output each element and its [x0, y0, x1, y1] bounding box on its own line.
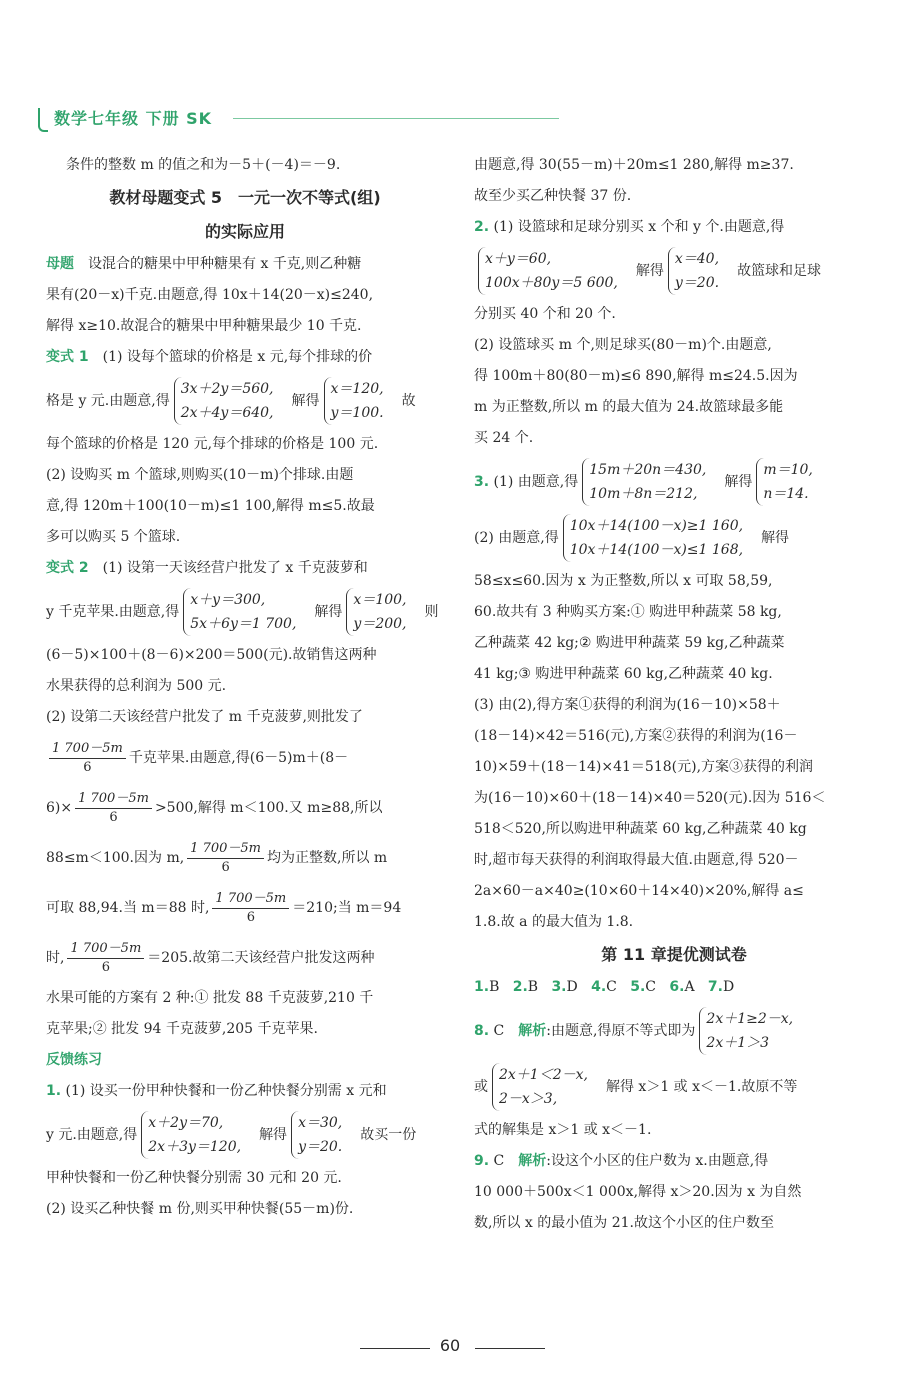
mother-problem-label: 母题	[46, 256, 74, 272]
text-line: 每个篮球的价格是 120 元,每个排球的价格是 100 元.	[46, 436, 379, 452]
variant-2-label: 变式 2	[46, 560, 89, 576]
answer-number: 2.	[512, 979, 528, 995]
fraction: $\frac{1 700-5m}{6}$	[187, 840, 264, 877]
fraction-line: 时, $\frac{1 700-5m}{6}$ ＝205.故第二天该经营户批发这两种	[46, 940, 375, 975]
text-line: 乙种蔬菜 42 kg;② 购进甲种蔬菜 59 kg,乙种蔬菜	[474, 635, 785, 651]
answer-number: 6.	[669, 979, 685, 995]
text-line: 意,得 120m＋100(10－m)≤1 100,解得 m≤5.故最	[46, 498, 375, 514]
text-line: 条件的整数 m 的值之和为－5＋(－4)＝－9.	[66, 157, 341, 173]
answer-value: D	[566, 979, 578, 995]
text-line: 水果获得的总利润为 500 元.	[46, 678, 227, 694]
fraction: $\frac{1 700-5m}{6}$	[75, 790, 152, 827]
question-3-line: 3. (1) 由题意,得15m＋20n＝430, 10m＋8n＝212, 解得m＝10, n＝14.	[474, 454, 874, 510]
solution-system: x＝40, y＝20.	[668, 247, 719, 295]
text-line: 10)×59＋(18－14)×41＝518(元),方案③获得的利润	[474, 759, 814, 775]
section-title-cont: 的实际应用	[204, 222, 285, 241]
page-number-rule-right	[475, 1348, 545, 1349]
fraction: $\frac{1 700-5m}{6}$	[67, 940, 144, 977]
inequality-line: 或2x＋1＜2－x, 2－x＞3, 解得 x＞1 或 x＜－1.故原不等	[474, 1059, 874, 1115]
text-line: m 为正整数,所以 m 的最大值为 24.故篮球最多能	[474, 399, 784, 415]
answer-value: D	[722, 979, 735, 995]
equation-line: x＋y＝60, 100x＋80y＝5 600, 解得x＝40, y＝20. 故篮球和足球	[474, 243, 874, 299]
equation-system: x＋y＝60, 100x＋80y＝5 600,	[478, 247, 618, 295]
text-line: (3) 由(2),得方案①获得的利润为(16－10)×58＋	[474, 697, 781, 713]
equation-system: x＋y＝300, 5x＋6y＝1 700,	[183, 588, 296, 636]
text-line: (6－5)×100＋(8－6)×200＝500(元).故销售这两种	[46, 647, 377, 663]
variant-2-line: 变式 2 (1) 设第一天该经营户批发了 x 千克菠萝和	[46, 560, 368, 576]
solution-system: x＝120, y＝100.	[324, 377, 384, 425]
right-column	[474, 150, 874, 1239]
text-line: 518＜520,所以购进甲种蔬菜 60 kg,乙种蔬菜 40 kg	[474, 821, 807, 837]
answer-value: B	[527, 979, 539, 995]
equation-system: 15m＋20n＝430, 10m＋8n＝212,	[582, 458, 706, 506]
solution-system: x＝30, y＝20.	[291, 1111, 342, 1159]
text-line: 果有(20－x)千克.由题意,得 10x＋14(20－x)≤240,	[46, 287, 374, 303]
fraction-line: $\frac{1 700-5m}{6}$ 千克苹果.由题意,得(6－5)m＋(8－	[46, 733, 444, 783]
answer-row	[474, 972, 874, 1003]
text-line: 2a×60－a×40≥(10×60＋14×40)×20%,解得 a≤	[474, 883, 804, 899]
question-number: 8.	[474, 1023, 490, 1039]
answer-value: C	[493, 1023, 505, 1039]
question-number: 9.	[474, 1153, 490, 1169]
equation-system: x＋2y＝70, 2x＋3y＝120,	[141, 1111, 241, 1159]
variant-1-line: 变式 1 (1) 设每个篮球的价格是 x 元,每个排球的价	[46, 349, 373, 365]
text-line: 为(16－10)×60＋(18－14)×40＝520(元).因为 516＜	[474, 790, 826, 806]
text-line: (2) 设篮球买 m 个,则足球买(80－m)个.由题意,	[474, 337, 772, 353]
answer-value: B	[489, 979, 500, 995]
analysis-label: 解析	[518, 1153, 547, 1169]
question-2-line: 2. (1) 设篮球和足球分别买 x 个和 y 个.由题意,得	[474, 219, 785, 235]
text-line: 分别买 40 个和 20 个.	[474, 306, 616, 322]
answer-value: A	[684, 979, 695, 995]
page-header	[38, 106, 558, 134]
question-1-line: 1. (1) 设买一份甲种快餐和一份乙种快餐分别需 x 元和	[46, 1083, 387, 1099]
inequality-system: 10x＋14(100－x)≥1 160, 10x＋14(100－x)≤1 168,	[563, 514, 743, 562]
equation-line: 格是 y 元.由题意,得3x＋2y＝560, 2x＋4y＝640, 解得x＝120, y＝100. 故	[46, 373, 444, 429]
text-line: 式的解集是 x＞1 或 x＜－1.	[474, 1122, 652, 1138]
variant-1-label: 变式 1	[46, 349, 89, 365]
left-column	[46, 150, 444, 1225]
answer-number: 1.	[474, 979, 490, 995]
header-title: 数学七年级 下册 SK	[54, 109, 213, 128]
header-bracket	[38, 108, 48, 132]
text-line: 1.8.故 a 的最大值为 1.8.	[474, 914, 634, 930]
text-line: 水果可能的方案有 2 种:① 批发 88 千克菠萝,210 千	[46, 990, 374, 1006]
answer-value: C	[493, 1153, 505, 1169]
text-line: 10 000＋500x＜1 000x,解得 x＞20.因为 x 为自然	[474, 1184, 802, 1200]
solution-system: x＝100, y＝200,	[346, 588, 406, 636]
answer-number: 4.	[591, 979, 607, 995]
fraction: $\frac{1 700-5m}{6}$	[212, 890, 289, 927]
equation-line: y 元.由题意,得x＋2y＝70, 2x＋3y＝120, 解得x＝30, y＝20. 故买一份	[46, 1107, 444, 1163]
fraction: $\frac{1 700-5m}{6}$	[49, 740, 126, 777]
text-line: 故至少买乙种快餐 37 份.	[474, 188, 632, 204]
question-number: 1.	[46, 1083, 62, 1099]
text-line: 由题意,得 30(55－m)＋20m≤1 280,解得 m≥37.	[474, 157, 794, 173]
section-title: 教材母题变式 5 一元一次不等式(组)	[109, 188, 381, 207]
inequality-line: (2) 由题意,得10x＋14(100－x)≥1 160, 10x＋14(100－x)≤1 168, 解得	[474, 510, 874, 566]
text-line: 买 24 个.	[474, 430, 534, 446]
equation-system: 3x＋2y＝560, 2x＋4y＝640,	[174, 377, 274, 425]
text-line: 数,所以 x 的最小值为 21.故这个小区的住户数至	[474, 1215, 774, 1231]
fraction-line: 6)× $\frac{1 700-5m}{6}$ >500,解得 m＜100.又 m≥88,所以	[46, 790, 383, 825]
answer-number: 7.	[707, 979, 723, 995]
answer-number: 5.	[630, 979, 646, 995]
answer-value: C	[645, 979, 657, 995]
text-line: 多可以购买 5 个篮球.	[46, 529, 181, 545]
equation-line: y 千克苹果.由题意,得x＋y＝300, 5x＋6y＝1 700, 解得x＝100, y＝200, 则	[46, 584, 444, 640]
question-number: 3.	[474, 474, 490, 490]
text-line: 58≤x≤60.因为 x 为正整数,所以 x 可取 58,59,	[474, 573, 773, 589]
question-9-line: 9. C 解析:设这个小区的住户数为 x.由题意,得	[474, 1153, 769, 1169]
fraction-line: 88≤m＜100.因为 m, $\frac{1 700-5m}{6}$ 均为正整数,所以 m	[46, 840, 388, 875]
mother-problem-line: 母题 设混合的糖果中甲种糖果有 x 千克,则乙种糖	[46, 256, 362, 272]
analysis-label: 解析	[518, 1023, 547, 1039]
fraction-line: 可取 88,94.当 m＝88 时, $\frac{1 700-5m}{6}$ ＝210;当 m＝94	[46, 890, 402, 925]
text-line: 41 kg;③ 购进甲种蔬菜 60 kg,乙种蔬菜 40 kg.	[474, 666, 773, 682]
text-line: (2) 设买乙种快餐 m 份,则买甲种快餐(55－m)份.	[46, 1201, 354, 1217]
inequality-system: 2x＋1＜2－x, 2－x＞3,	[492, 1063, 588, 1111]
question-number: 2.	[474, 219, 490, 235]
answer-value: C	[606, 979, 617, 995]
text-line: (2) 设购买 m 个篮球,则购买(10－m)个排球.由题	[46, 467, 354, 483]
solution-system: m＝10, n＝14.	[756, 458, 813, 506]
text-line: 解得 x≥10.故混合的糖果中甲种糖果最少 10 千克.	[46, 318, 362, 334]
header-rule	[233, 118, 559, 119]
text-line: 甲种快餐和一份乙种快餐分别需 30 元和 20 元.	[46, 1170, 342, 1186]
feedback-practice-label: 反馈练习	[46, 1052, 102, 1068]
text-line: (2) 设第二天该经营户批发了 m 千克菠萝,则批发了	[46, 709, 363, 725]
inequality-system: 2x＋1≥2－x, 2x＋1＞3	[699, 1007, 793, 1055]
text-line: (18－14)×42＝516(元),方案②获得的利润为(16－	[474, 728, 798, 744]
answer-number: 3.	[551, 979, 567, 995]
page-number: 60	[439, 1336, 461, 1355]
text-line: 得 100m＋80(80－m)≤6 890,解得 m≤24.5.因为	[474, 368, 798, 384]
text-line: 克苹果;② 批发 94 千克菠萝,205 千克苹果.	[46, 1021, 318, 1037]
question-8-line: 8. C 解析:由题意,得原不等式即为2x＋1≥2－x, 2x＋1＞3	[474, 1003, 874, 1059]
test-section-title: 第 11 章提优测试卷	[601, 945, 747, 964]
text-line: 60.故共有 3 种购买方案:① 购进甲种蔬菜 58 kg,	[474, 604, 782, 620]
text-line: 时,超市每天获得的利润取得最大值.由题意,得 520－	[474, 852, 799, 868]
